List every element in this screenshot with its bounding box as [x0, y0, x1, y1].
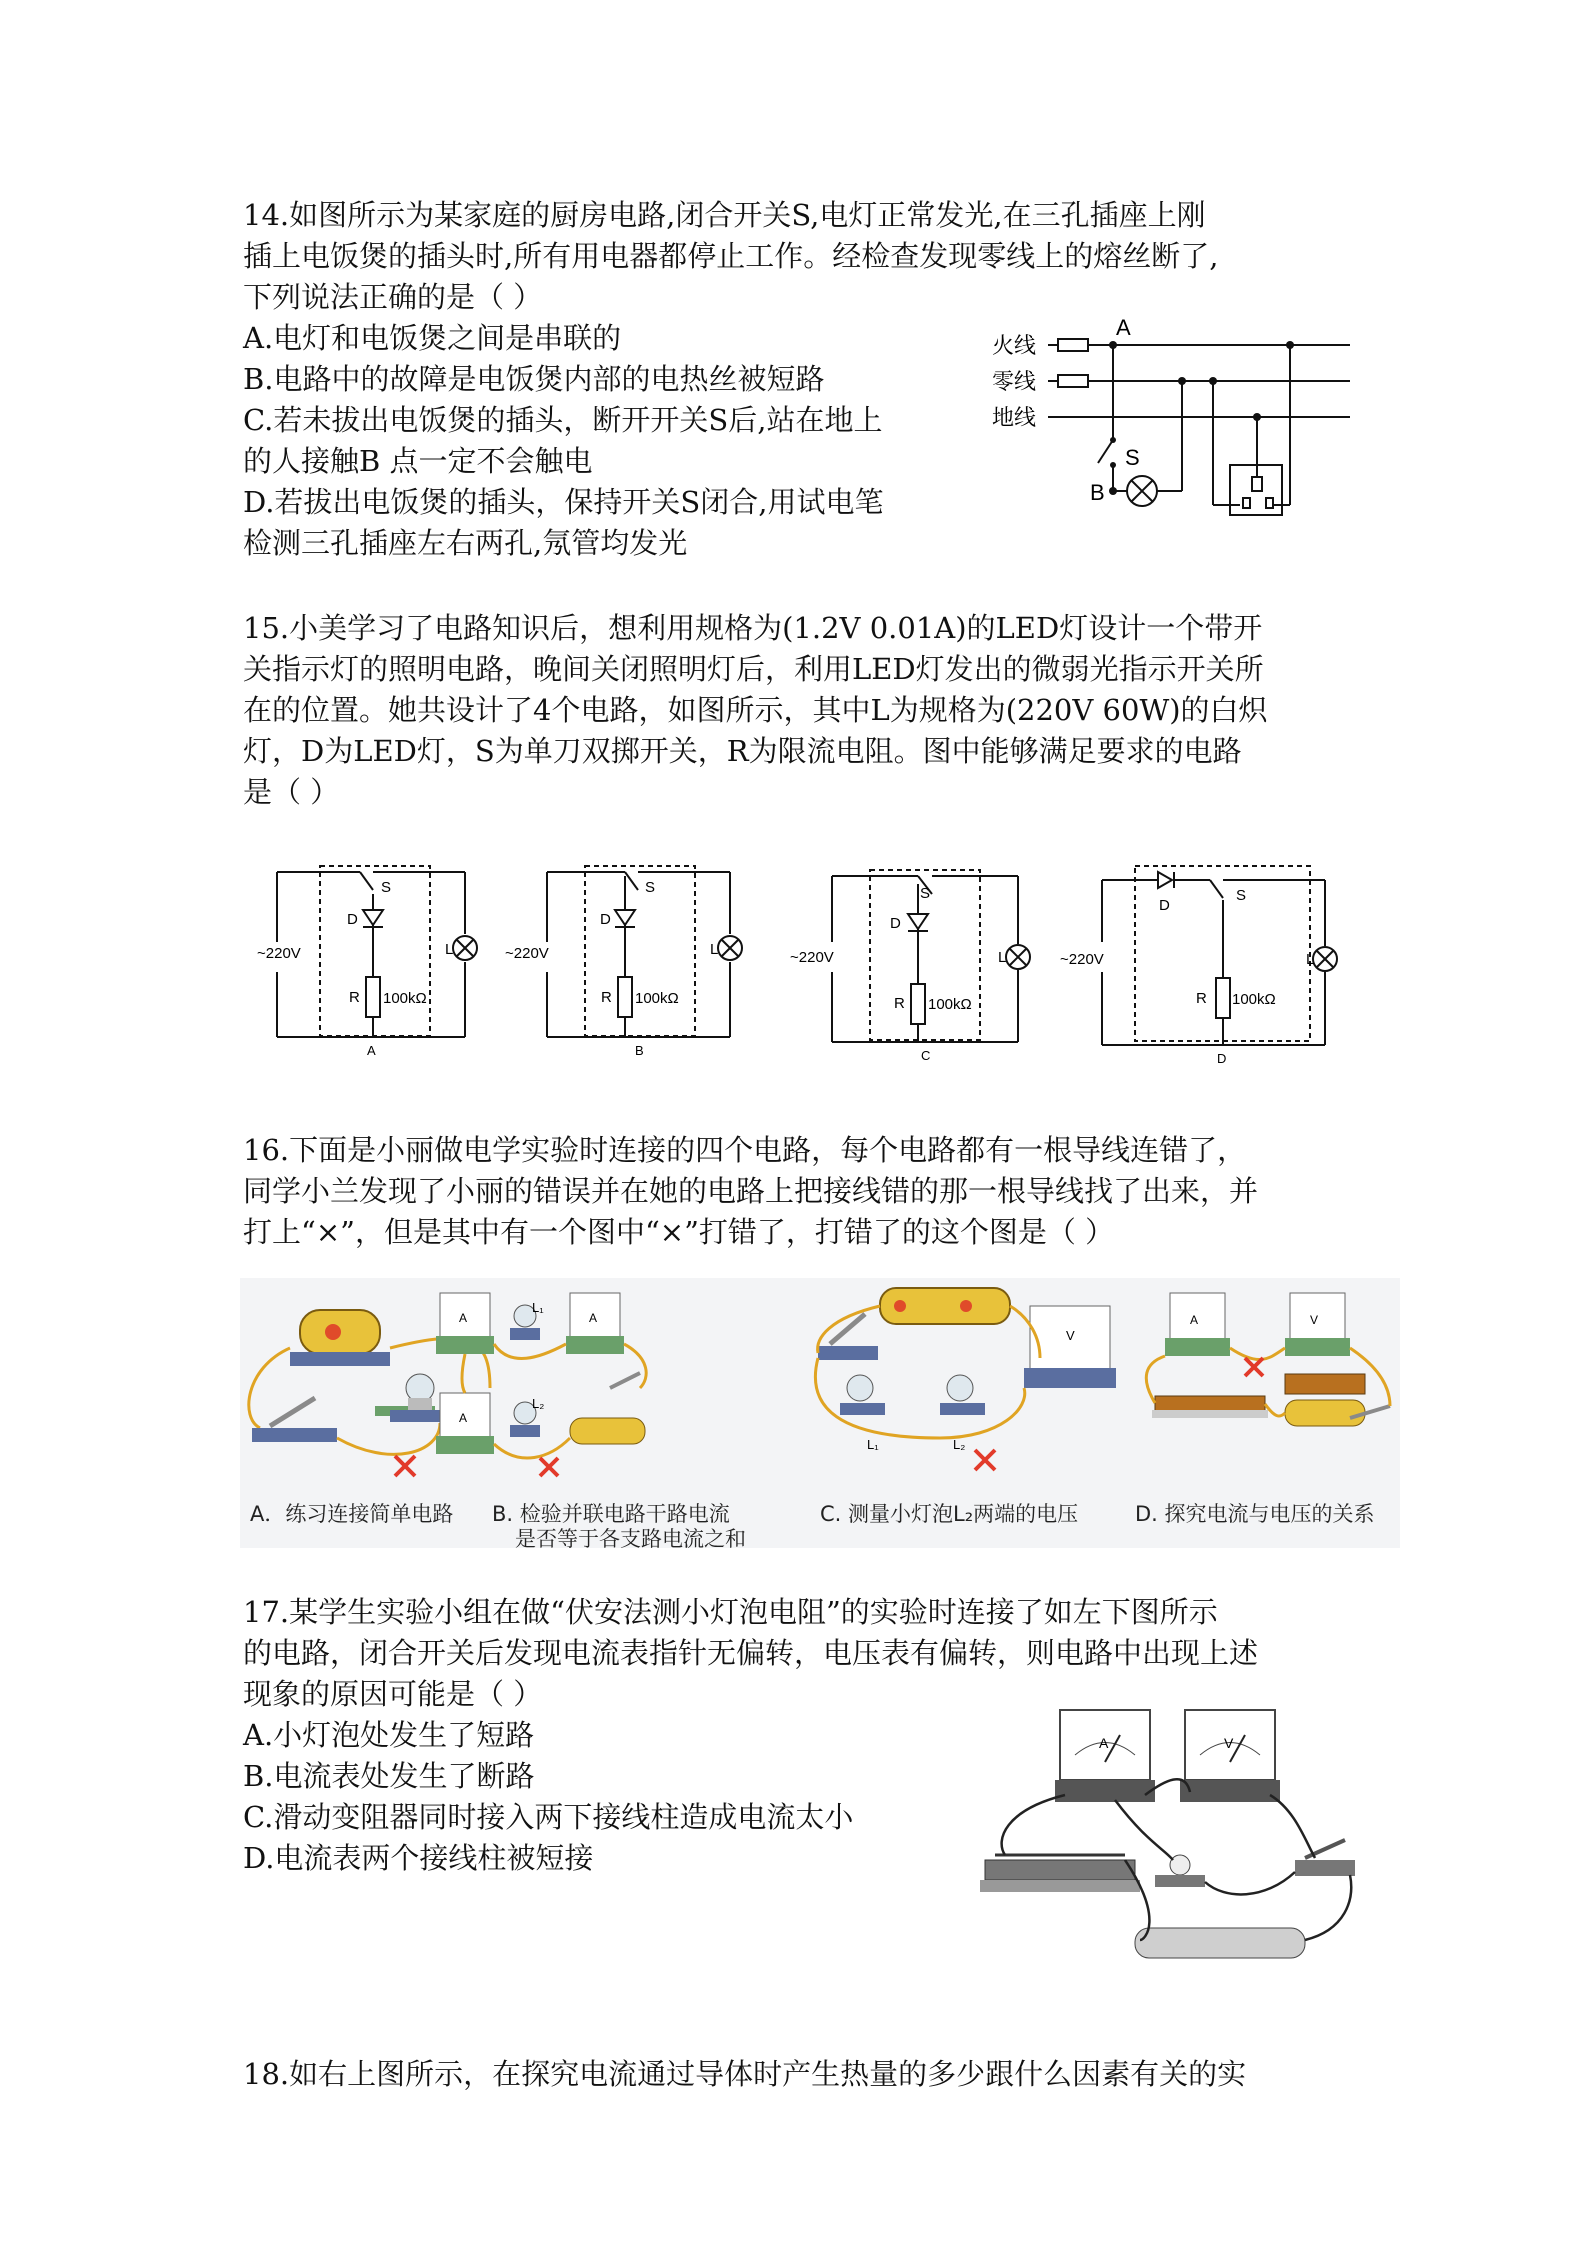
- q17-option-b: B.电流表处发生了断路: [243, 1759, 535, 1793]
- q14-label-neutral: 零线: [992, 369, 1037, 394]
- q17-meter-v: V: [1224, 1735, 1234, 1751]
- q17-circuit-svg: [965, 1700, 1365, 1980]
- q15-d-d: D: [1159, 897, 1170, 914]
- q15-line-2: 关指示灯的照明电路，晚间关闭照明灯后，利用LED灯发出的微弱光指示开关所: [243, 652, 1264, 686]
- q14-option-c-cont: 的人接触B 点一定不会触电: [243, 444, 593, 478]
- q15-b-voltage: ~220V: [505, 945, 549, 962]
- q14-label-live: 火线: [992, 333, 1037, 358]
- q16-panel-b: [436, 1293, 646, 1476]
- q16-line-1: 16.下面是小丽做电学实验时连接的四个电路，每个电路都有一根导线连错了，: [243, 1133, 1247, 1167]
- q15-b-l: L: [710, 941, 719, 958]
- q15-circuit-d-svg: [1060, 860, 1350, 1065]
- q14-option-c: C.若未拔出电饭煲的插头，断开开关S后,站在地上: [243, 403, 883, 437]
- q14-line-2: 插上电饭煲的插头时,所有用电器都停止工作。经检查发现零线上的熔丝断了,: [243, 239, 1219, 273]
- q16-panel-d: [1146, 1293, 1390, 1426]
- q14-line-1: 14.如图所示为某家庭的厨房电路,闭合开关S,电灯正常发光,在三孔插座上刚: [243, 198, 1206, 232]
- q14-label-ground: 地线: [992, 405, 1037, 430]
- q15-line-5: 是（ ）: [243, 775, 340, 809]
- q14-circuit-svg: [990, 305, 1360, 530]
- q15-b-r: R: [601, 989, 612, 1006]
- q15-a-r: R: [349, 989, 360, 1006]
- q17-option-d: D.电流表两个接线柱被短接: [243, 1841, 594, 1875]
- q17-line-2: 的电路，闭合开关后发现电流表指针无偏转，电压表有偏转，则电路中出现上述: [243, 1636, 1259, 1670]
- q16-d-meter-v: V: [1310, 1313, 1319, 1327]
- q16-b-l2: L₂: [532, 1396, 545, 1411]
- q15-d-label: D: [1217, 1051, 1227, 1065]
- q15-line-4: 灯，D为LED灯，S为单刀双掷开关，R为限流电阻。图中能够满足要求的电路: [243, 734, 1242, 768]
- q15-d-voltage: ~220V: [1060, 951, 1104, 968]
- q14-label-point-a: A: [1116, 315, 1131, 340]
- q17-option-a: A.小灯泡处发生了短路: [243, 1718, 535, 1752]
- q17-meter-a: A: [1099, 1735, 1109, 1751]
- q16-c-l1: L₁: [867, 1437, 879, 1452]
- q16-panel-c: [815, 1288, 1116, 1470]
- q15-circuit-b-svg: [505, 862, 755, 1057]
- q14-label-point-b: B: [1090, 480, 1105, 505]
- q15-a-label: A: [367, 1043, 376, 1057]
- q16-caption-b-2: 是否等于各支路电流之和: [515, 1527, 746, 1551]
- q14-circuit-diagram: [990, 305, 1360, 530]
- q14-label-switch: S: [1125, 445, 1140, 470]
- q15-a-voltage: ~220V: [257, 945, 301, 962]
- q15-d-rvalue: 100kΩ: [1232, 991, 1276, 1008]
- q15-c-r: R: [894, 995, 905, 1012]
- q17-line-1: 17.某学生实验小组在做“伏安法测小灯泡电阻”的实验时连接了如左下图所示: [243, 1595, 1218, 1629]
- q16-b-meter-a-3: A: [589, 1311, 598, 1325]
- q15-a-rvalue: 100kΩ: [383, 990, 427, 1007]
- q15-line-1: 15.小美学习了电路知识后，想利用规格为(1.2V 0.01A)的LED灯设计一个带开: [243, 611, 1263, 645]
- q15-circuit-a: [255, 862, 505, 1057]
- q16-d-meter-a: A: [1190, 1313, 1199, 1327]
- q16-line-2: 同学小兰发现了小丽的错误并在她的电路上把接线错的那一根导线找了出来，并: [243, 1174, 1259, 1208]
- q15-d-r: R: [1196, 990, 1207, 1007]
- q14-option-b: B.电路中的故障是电饭煲内部的电热丝被短路: [243, 362, 825, 396]
- q15-circuit-d: [1060, 860, 1350, 1065]
- q15-b-label: B: [635, 1043, 644, 1057]
- q16-caption-d: D. 探究电流与电压的关系: [1135, 1502, 1375, 1526]
- q17-circuit-photo: [965, 1700, 1365, 1980]
- q15-circuit-b: [505, 862, 755, 1057]
- q16-b-l1: L₁: [532, 1300, 544, 1315]
- q15-a-d: D: [347, 911, 358, 928]
- q15-b-d: D: [600, 911, 611, 928]
- q15-circuit-c: [790, 862, 1050, 1062]
- q14-line-3: 下列说法正确的是（ ）: [243, 280, 543, 314]
- q15-circuit-a-svg: [255, 862, 505, 1057]
- q15-d-s: S: [1236, 887, 1247, 904]
- q15-c-voltage: ~220V: [790, 949, 834, 966]
- q15-a-s: S: [381, 879, 392, 896]
- q16-caption-a: A．练习连接简单电路: [250, 1502, 454, 1526]
- q16-figure-panel: [240, 1278, 1400, 1551]
- q14-option-d-cont: 检测三孔插座左右两孔,氖管均发光: [243, 526, 688, 560]
- q15-a-l: L: [445, 941, 454, 958]
- q14-option-d: D.若拔出电饭煲的插头，保持开关S闭合,用试电笔: [243, 485, 884, 519]
- q15-circuit-c-svg: [790, 862, 1050, 1062]
- q16-b-meter-a-2: A: [459, 1411, 468, 1425]
- q16-b-meter-a-1: A: [459, 1311, 468, 1325]
- q15-b-s: S: [645, 879, 656, 896]
- q16-caption-c: C. 测量小灯泡L₂两端的电压: [820, 1502, 1079, 1526]
- q15-b-rvalue: 100kΩ: [635, 990, 679, 1007]
- q15-c-l: L: [998, 949, 1007, 966]
- q15-line-3: 在的位置。她共设计了4个电路，如图所示，其中L为规格为(220V 60W)的白炽: [243, 693, 1268, 727]
- q15-d-l: L: [1306, 951, 1315, 968]
- q15-c-d: D: [890, 915, 901, 932]
- q17-line-3: 现象的原因可能是（ ）: [243, 1677, 543, 1711]
- q16-c-meter-v: V: [1066, 1328, 1075, 1343]
- q16-caption-b-1: B. 检验并联电路干路电流: [492, 1502, 730, 1526]
- q14-option-a: A.电灯和电饭煲之间是串联的: [243, 321, 622, 355]
- q16-c-l2: L₂: [953, 1437, 966, 1452]
- q16-line-3: 打上“×”，但是其中有一个图中“×”打错了，打错了的这个图是（ ）: [243, 1215, 1115, 1249]
- q17-option-c: C.滑动变阻器同时接入两下接线柱造成电流太小: [243, 1800, 854, 1834]
- q15-c-label: C: [921, 1048, 931, 1062]
- q15-c-rvalue: 100kΩ: [928, 996, 972, 1013]
- q15-c-s: S: [920, 885, 931, 902]
- q18-line-1: 18.如右上图所示，在探究电流通过导体时产生热量的多少跟什么因素有关的实: [243, 2057, 1247, 2091]
